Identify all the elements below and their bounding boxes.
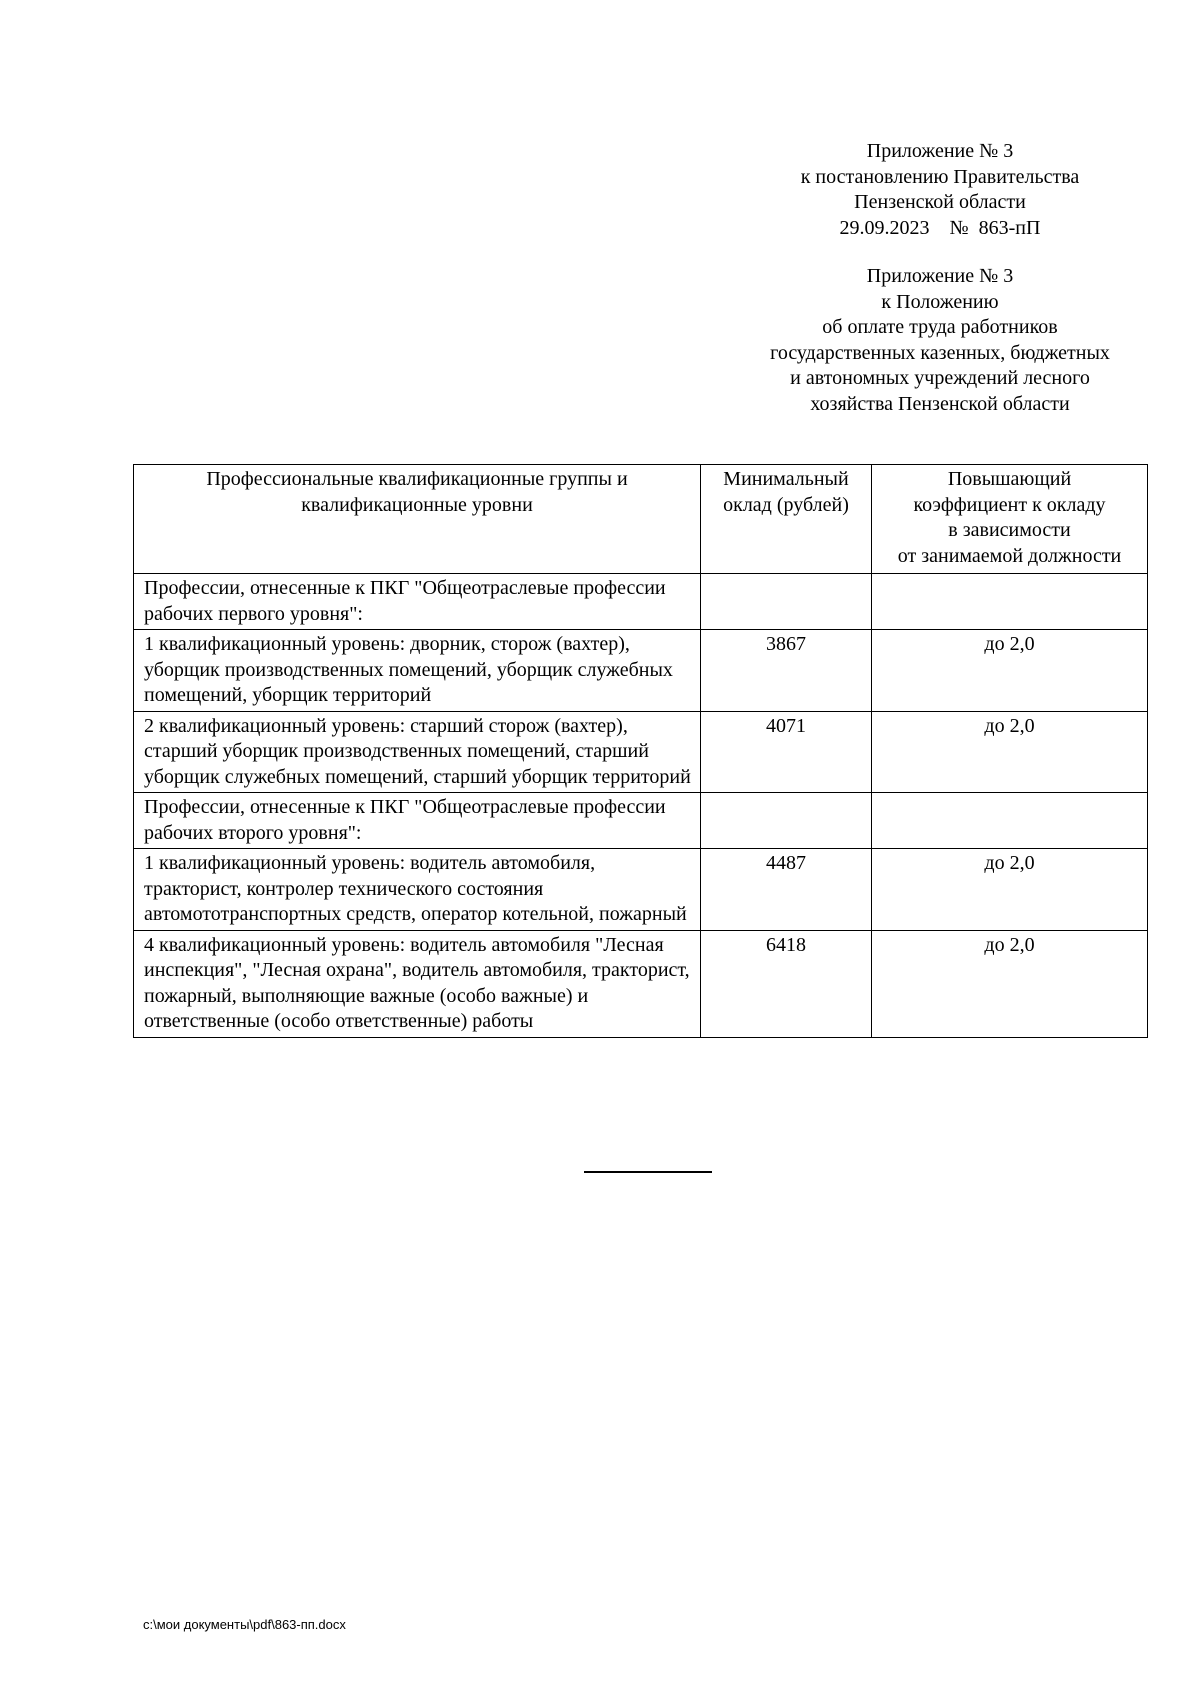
cell-coefficient: до 2,0 bbox=[872, 930, 1148, 1037]
salary-table bbox=[133, 464, 1148, 1038]
cell-coefficient bbox=[872, 793, 1148, 849]
header-line: Приложение № 3 bbox=[866, 265, 1014, 287]
appendix-decree-header bbox=[720, 139, 1160, 241]
header-line: и автономных учреждений лесного bbox=[790, 367, 1090, 389]
footer-file-path: c:\мои документы\pdf\863-пп.docx bbox=[143, 1617, 346, 1632]
header-line: к Положению bbox=[881, 290, 999, 313]
header-line: об оплате труда работников bbox=[822, 316, 1058, 338]
cell-salary: 6418 bbox=[701, 930, 872, 1037]
cell-salary bbox=[701, 574, 872, 630]
cell-salary bbox=[701, 793, 872, 849]
header-line: хозяйства Пензенской области bbox=[810, 392, 1070, 415]
cell-salary: 4071 bbox=[701, 711, 872, 793]
header-groups: Профессиональные квалификационные группы и квалификационные уровни bbox=[134, 465, 701, 574]
cell-group-name: 1 квалификационный уровень: водитель автомобиля, тракторист, контролер технического состояния автомототранспортных средств, оператор котельной, пожарный bbox=[134, 849, 701, 931]
header-coefficient bbox=[872, 465, 1148, 574]
table-row bbox=[134, 711, 1148, 793]
cell-salary: 4487 bbox=[701, 849, 872, 931]
header-salary: Минимальный оклад (рублей) bbox=[701, 465, 872, 574]
cell-group-name: Профессии, отнесенные к ПКГ "Общеотраслевые профессии рабочих второго уровня": bbox=[134, 793, 701, 849]
table-row bbox=[134, 849, 1148, 931]
table-header-row bbox=[134, 465, 1148, 574]
table-row bbox=[134, 930, 1148, 1037]
header-line: к постановлению Правительства bbox=[800, 165, 1080, 188]
header-line: 29.09.2023 № 863-пП bbox=[839, 216, 1041, 239]
cell-coefficient: до 2,0 bbox=[872, 711, 1148, 793]
table-row bbox=[134, 630, 1148, 712]
cell-group-name: 4 квалификационный уровень: водитель автомобиля "Лесная инспекция", "Лесная охрана", водитель автомобиля, тракторист, пожарный, выполняющие важные (особо важные) и ответственные (особо ответственные) работы bbox=[134, 930, 701, 1037]
cell-group-name: 1 квалификационный уровень: дворник, сторож (вахтер), уборщик производственных помещений, уборщик служебных помещений, уборщик территорий bbox=[134, 630, 701, 712]
cell-group-name: Профессии, отнесенные к ПКГ "Общеотраслевые профессии рабочих первого уровня": bbox=[134, 574, 701, 630]
cell-coefficient: до 2,0 bbox=[872, 849, 1148, 931]
table-row bbox=[134, 574, 1148, 630]
end-of-document-rule bbox=[584, 1171, 712, 1173]
cell-coefficient: до 2,0 bbox=[872, 630, 1148, 712]
header-line: Приложение № 3 bbox=[866, 140, 1014, 162]
cell-salary: 3867 bbox=[701, 630, 872, 712]
appendix-regulation-header bbox=[720, 264, 1160, 417]
cell-coefficient bbox=[872, 574, 1148, 630]
header-coefficient-line: Повышающий bbox=[947, 468, 1072, 490]
header-line: государственных казенных, бюджетных bbox=[770, 341, 1110, 364]
header-line: Пензенской области bbox=[854, 191, 1026, 213]
header-coefficient-line: в зависимости bbox=[948, 519, 1071, 541]
header-coefficient-line: коэффициент к окладу bbox=[913, 493, 1106, 516]
cell-group-name: 2 квалификационный уровень: старший сторож (вахтер), старший уборщик производственных помещений, старший уборщик служебных помещений, старший уборщик территорий bbox=[134, 711, 701, 793]
table-row bbox=[134, 793, 1148, 849]
header-coefficient-line: от занимаемой должности bbox=[897, 544, 1122, 567]
